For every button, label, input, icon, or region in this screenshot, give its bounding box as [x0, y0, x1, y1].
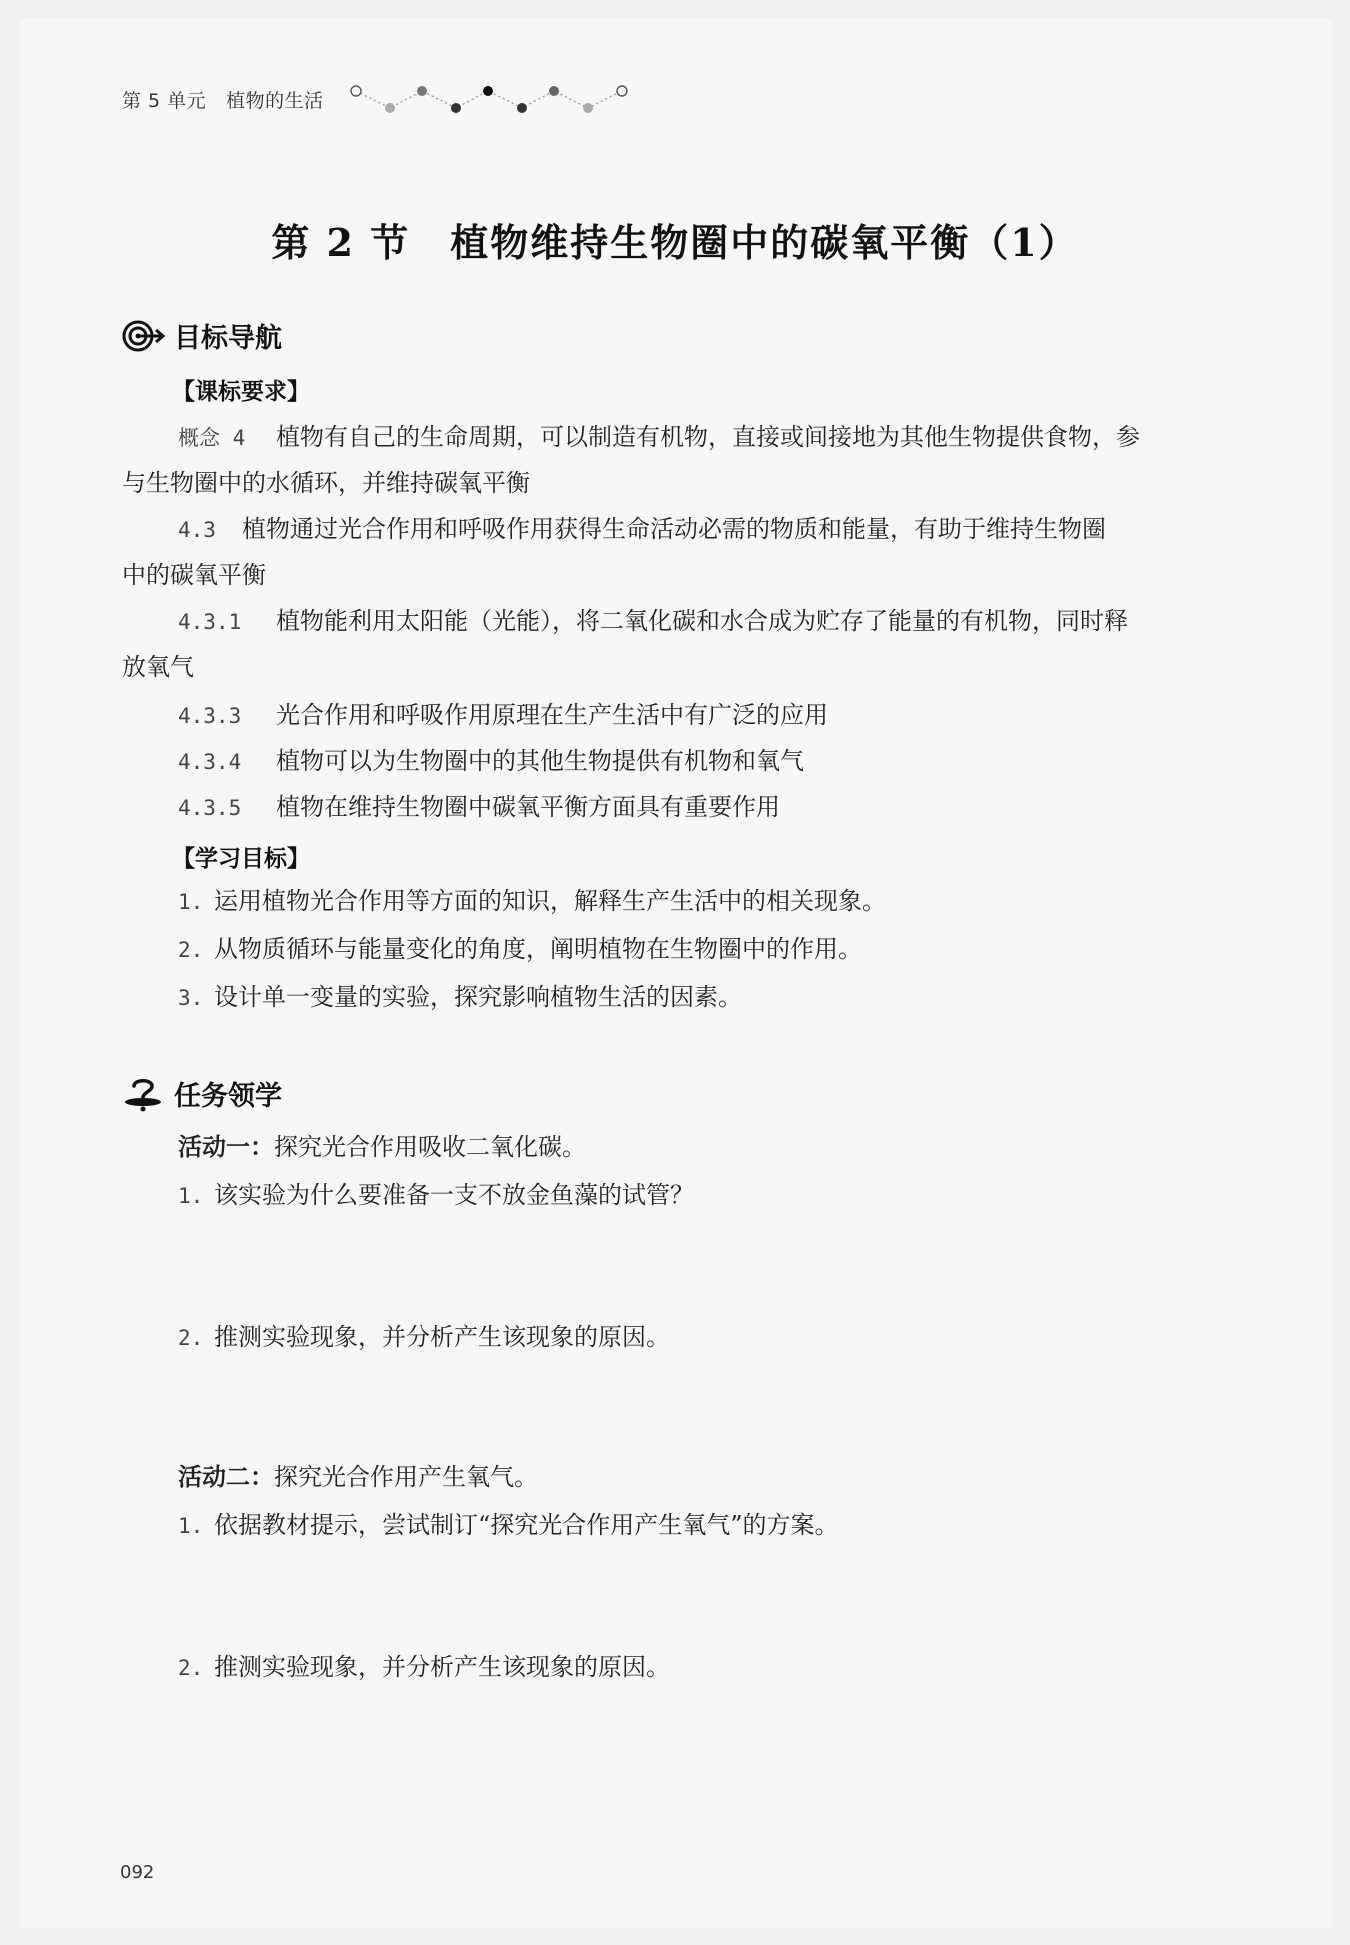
learning-objectives-label: 【学习目标】: [172, 846, 310, 872]
concept-label: 概念 4: [178, 426, 246, 450]
objective-number: 2.: [178, 938, 204, 962]
standard-text: 光合作用和呼吸作用原理在生产生活中有广泛的应用: [276, 701, 828, 729]
standard-number: 4.3.5: [178, 796, 242, 820]
activity-text: 探究光合作用吸收二氧化碳。: [274, 1133, 586, 1161]
activity-1-question-2: [178, 1314, 1248, 1361]
standard-number: 4.3.1: [178, 610, 242, 634]
activity-label: 活动二：: [178, 1463, 274, 1491]
question-text: 推测实验现象，并分析产生该现象的原因。: [214, 1653, 670, 1681]
question-number: 1.: [178, 1514, 204, 1538]
concept-4-continued: 与生物圈中的水循环，并维持碳氧平衡: [122, 469, 530, 497]
objective-item: [178, 878, 1248, 925]
standard-4-3-1-line: [178, 598, 1248, 645]
activity-text: 探究光合作用产生氧气。: [274, 1463, 538, 1491]
activity-2-title: [178, 1454, 538, 1500]
objective-item: [178, 926, 1248, 973]
question-text: 依据教材提示，尝试制订“探究光合作用产生氧气”的方案。: [214, 1511, 839, 1539]
activity-label: 活动一：: [178, 1133, 274, 1161]
objective-text: 从物质循环与能量变化的角度，阐明植物在生物圈中的作用。: [214, 935, 862, 963]
activity-2-question-1: [178, 1502, 1248, 1549]
standard-4-3-line: [178, 506, 1248, 553]
unit-label: 第 5 单元: [122, 90, 207, 112]
question-number: 2.: [178, 1656, 204, 1680]
goal-navigation-heading: [122, 316, 282, 355]
task-learning-heading: [122, 1074, 282, 1113]
objective-item: [178, 974, 1248, 1021]
activity-2-question-2: [178, 1644, 1248, 1691]
activity-1-question-1: [178, 1172, 1248, 1219]
objective-number: 1.: [178, 890, 204, 914]
standard-text: 植物能利用太阳能（光能），将二氧化碳和水合成为贮存了能量的有机物，同时释: [276, 607, 1128, 635]
concept-text-1: 植物有自己的生命周期，可以制造有机物，直接或间接地为其他生物提供食物，参: [276, 423, 1140, 451]
question-number: 1.: [178, 1184, 204, 1208]
dotted-wave-decoration: [350, 78, 640, 118]
question-text: 推测实验现象，并分析产生该现象的原因。: [214, 1323, 670, 1351]
standard-text: 植物可以为生物圈中的其他生物提供有机物和氧气: [276, 747, 804, 775]
activity-1-title: [178, 1124, 586, 1170]
standard-text: 植物通过光合作用和呼吸作用获得生命活动必需的物质和能量，有助于维持生物圈: [242, 515, 1106, 543]
objective-text: 运用植物光合作用等方面的知识，解释生产生活中的相关现象。: [214, 887, 886, 915]
standard-4-3-3-line: [178, 692, 1248, 739]
goal-heading-text: 目标导航: [174, 323, 282, 354]
running-header: [122, 86, 324, 113]
standard-text: 植物在维持生物圈中碳氧平衡方面具有重要作用: [276, 793, 780, 821]
standard-4-3-continued: 中的碳氧平衡: [122, 561, 266, 589]
page-number: 092: [120, 1862, 155, 1883]
target-icon: [122, 318, 166, 354]
standard-4-3-5-line: [178, 784, 1248, 831]
question-number: 2.: [178, 1326, 204, 1350]
standard-4-3-1-continued: 放氧气: [122, 653, 194, 681]
standard-number: 4.3: [178, 518, 216, 542]
standard-number: 4.3.3: [178, 704, 242, 728]
concept-4-line: [178, 414, 1248, 461]
task-heading-text: 任务领学: [174, 1081, 282, 1112]
question-mark-icon: [122, 1076, 166, 1112]
objective-number: 3.: [178, 986, 204, 1010]
question-text: 该实验为什么要准备一支不放金鱼藻的试管？: [214, 1181, 694, 1209]
standard-number: 4.3.4: [178, 750, 242, 774]
objective-text: 设计单一变量的实验，探究影响植物生活的因素。: [214, 983, 742, 1011]
page-sheet: [20, 18, 1332, 1928]
standard-4-3-4-line: [178, 738, 1248, 785]
unit-title: 植物的生活: [226, 90, 324, 112]
lesson-title: 第 2 节 植物维持生物圈中的碳氧平衡（1）: [271, 220, 1079, 265]
standard-label: 【课标要求】: [172, 379, 310, 405]
